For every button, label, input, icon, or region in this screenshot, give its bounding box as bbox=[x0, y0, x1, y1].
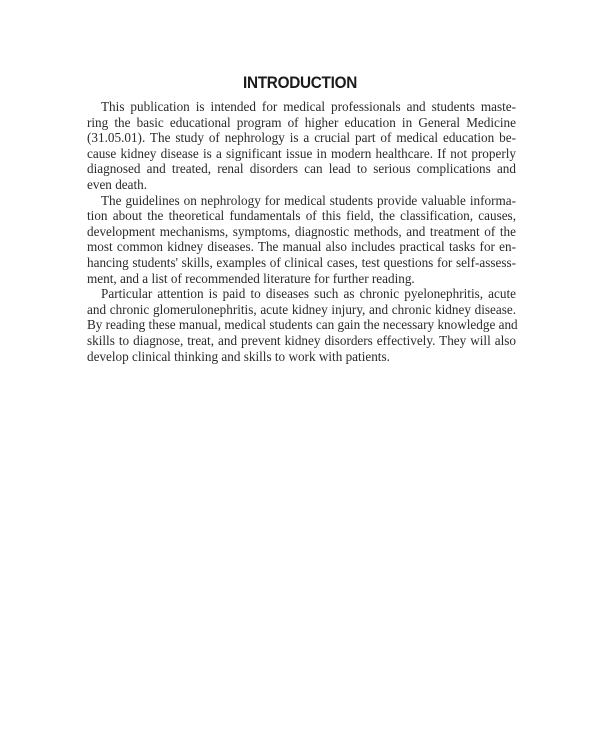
text-line: development mechanisms, symptoms, diagnostic methods, and treatment of the bbox=[87, 223, 516, 239]
introduction-body bbox=[87, 99, 516, 364]
text-line: (31.05.01). The study of nephrology is a crucial part of medical education be- bbox=[87, 130, 516, 146]
text-line: diagnosed and treated, renal disorders can lead to serious complications and bbox=[87, 161, 516, 177]
text-line: ring the basic educational program of higher education in General Medicine bbox=[87, 114, 516, 130]
text-line: even death. bbox=[87, 176, 148, 192]
paragraph bbox=[87, 193, 516, 287]
text-line: This publication is intended for medical professionals and students maste- bbox=[101, 99, 516, 114]
text-line: cause kidney disease is a significant issue in modern healthcare. If not properly bbox=[87, 145, 516, 161]
text-line: most common kidney diseases. The manual also includes practical tasks for en- bbox=[87, 239, 516, 255]
text-line: The guidelines on nephrology for medical students provide valuable informa- bbox=[101, 192, 516, 208]
text-line: Particular attention is paid to diseases such as chronic pyelonephritis, acute bbox=[101, 286, 516, 302]
text-line: By reading these manual, medical students can gain the necessary knowledge and bbox=[87, 317, 518, 333]
text-line: skills to diagnose, treat, and prevent kidney disorders effectively. They will also bbox=[87, 332, 516, 348]
text-line: develop clinical thinking and skills to work with patients. bbox=[87, 348, 390, 364]
page-title: INTRODUCTION bbox=[242, 73, 358, 92]
paragraph bbox=[87, 286, 516, 364]
text-line: hancing students' skills, examples of clinical cases, test questions for self-assess- bbox=[87, 254, 516, 270]
text-line: tion about the theoretical fundamentals of this field, the classification, causes, bbox=[87, 208, 516, 224]
text-line: ment, and a list of recommended literature for further reading. bbox=[87, 270, 415, 286]
text-line: and chronic glomerulonephritis, acute kidney injury, and chronic kidney disease. bbox=[87, 301, 516, 317]
paragraph bbox=[87, 99, 516, 193]
